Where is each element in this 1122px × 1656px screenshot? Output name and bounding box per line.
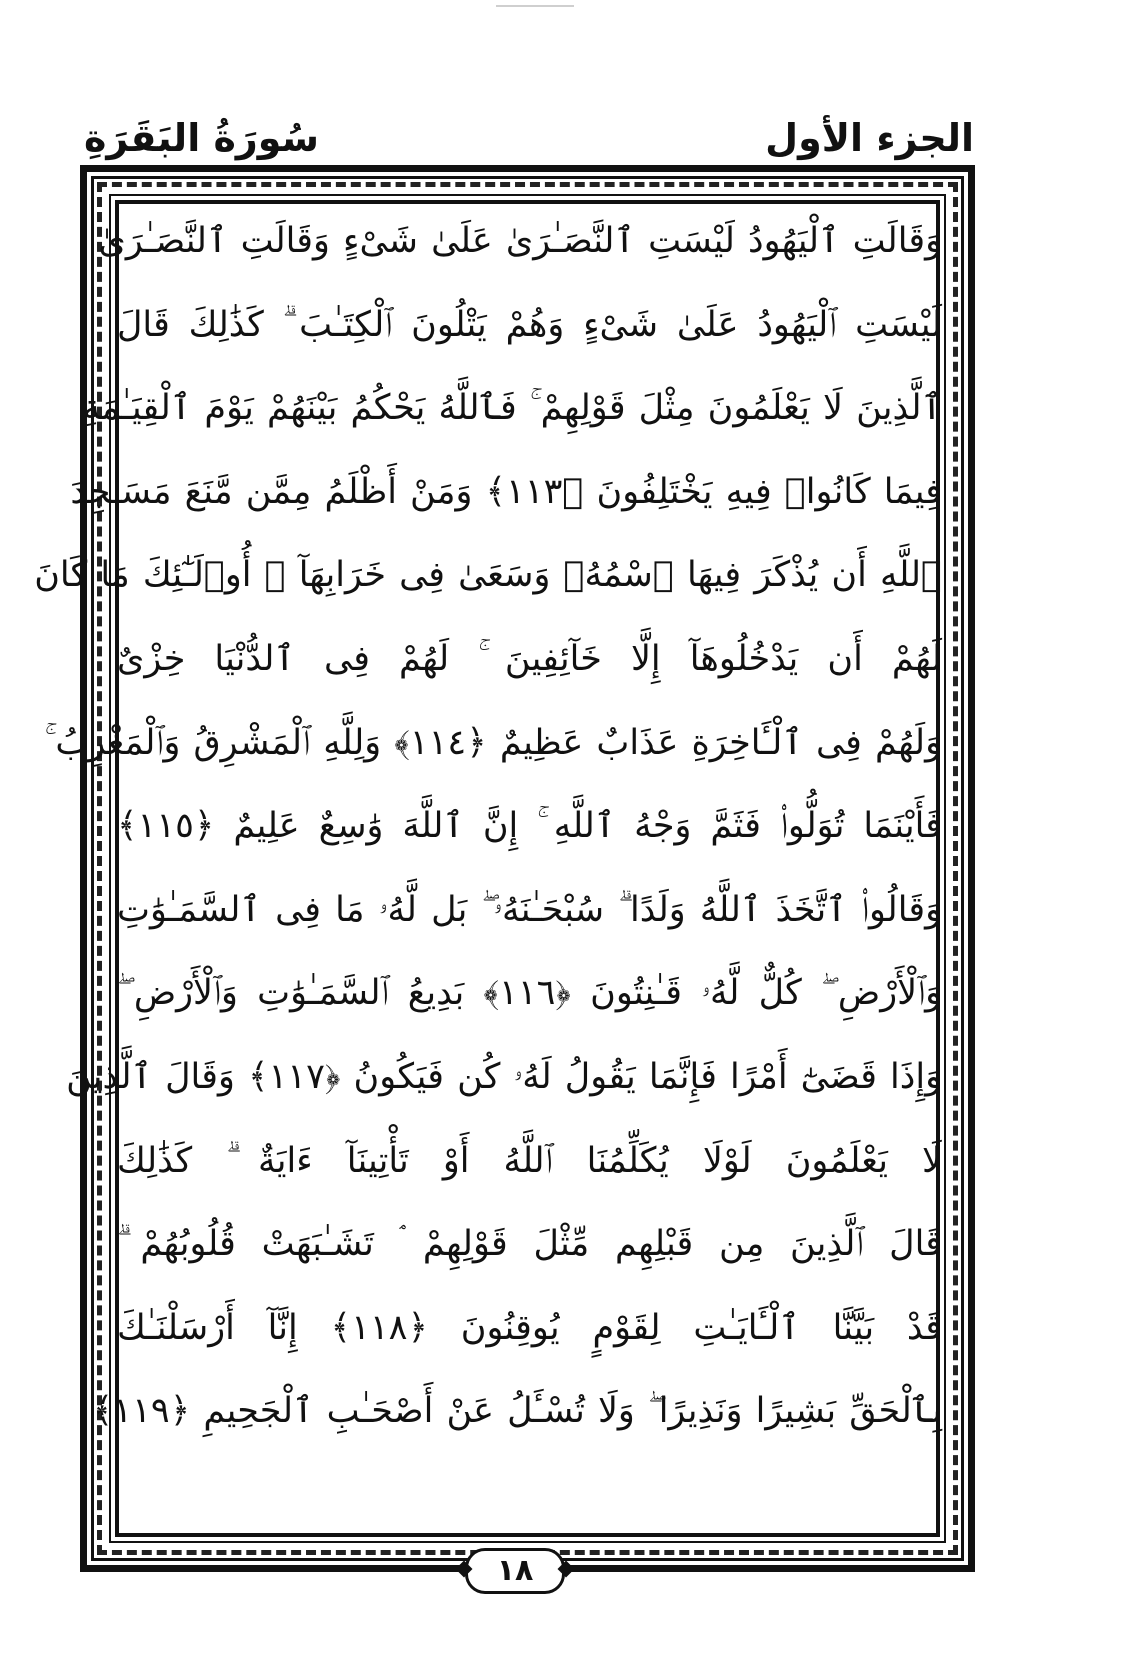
text-line: بِٱلْحَقِّ بَشِيرًا وَنَذِيرًا ۖ وَلَا تُسْـَٔلُ عَنْ أَصْحَـٰبِ ٱلْجَحِيمِ ﴿١١٩﴾ [92,1391,942,1432]
page-header [84,112,974,172]
page-number: ١٨ [465,1548,565,1594]
text-line: لَيْسَتِ ٱلْيَهُودُ عَلَىٰ شَىْءٍ وَهُمْ يَتْلُونَ ٱلْكِتَـٰبَ ۗ كَذَٰلِكَ قَالَ [117,304,942,345]
text-line: قَدْ بَيَّنَّا ٱلْـَٔايَـٰتِ لِقَوْمٍ يُوقِنُونَ ﴿١١٨﴾ إِنَّآ أَرْسَلْنَـٰكَ [117,1307,942,1348]
juz-title: الجزء الأول [765,116,974,160]
text-line: قَالَ ٱلَّذِينَ مِن قَبْلِهِم مِّثْلَ قَوْلِهِمْ ۘ تَشَـٰبَهَتْ قُلُوبُهُمْ ۗ [117,1224,942,1265]
text-line: فَأَيْنَمَا تُوَلُّوا۟ فَثَمَّ وَجْهُ ٱللَّهِ ۚ إِنَّ ٱللَّهَ وَٰسِعٌ عَلِيمٌ ﴿١١٥﴾ [117,806,942,847]
surah-title: سُورَةُ البَقَرَةِ [84,116,319,160]
text-line: وَقَالُوا۟ ٱتَّخَذَ ٱللَّهُ وَلَدًا ۗ سُبْحَـٰنَهُۥ ۖ بَل لَّهُۥ مَا فِى ٱلسَّمَـٰوَٰتِ [117,889,942,930]
text-line: وَقَالَتِ ٱلْيَهُودُ لَيْسَتِ ٱلنَّصَـٰرَىٰ عَلَىٰ شَىْءٍ وَقَالَتِ ٱلنَّصَـٰرَىٰ [98,221,942,261]
top-rule [496,5,574,7]
text-line: وَإِذَا قَضَىٰٓ أَمْرًا فَإِنَّمَا يَقُولُ لَهُۥ كُن فَيَكُونُ ﴿١١٧﴾ وَقَالَ ٱلَّذِينَ [66,1056,942,1097]
text-line: ٱللَّهِ أَن يُذْكَرَ فِيهَا ٱسْمُهُۥ وَسَعَىٰ فِى خَرَابِهَآ ۚ أُو۟لَـٰٓئِكَ مَا كَانَ [34,555,942,596]
text-line: ٱلَّذِينَ لَا يَعْلَمُونَ مِثْلَ قَوْلِهِمْ ۚ فَٱللَّهُ يَحْكُمُ بَيْنَهُمْ يَوْمَ ٱلْقِيَـٰمَةِ [82,388,942,429]
text-line: لَهُمْ أَن يَدْخُلُوهَآ إِلَّا خَآئِفِينَ ۚ لَهُمْ فِى ٱلدُّنْيَا خِزْىٌ [117,638,942,679]
quran-text-block [34,200,942,1540]
text-line: لَا يَعْلَمُونَ لَوْلَا يُكَلِّمُنَا ٱللَّهُ أَوْ تَأْتِينَآ ءَايَةٌ ۗ كَذَٰلِكَ [117,1140,942,1181]
text-line: فِيمَا كَانُوا۟ فِيهِ يَخْتَلِفُونَ ﴿١١٣﴾ وَمَنْ أَظْلَمُ مِمَّن مَّنَعَ مَسَـٰجِدَ [70,471,942,512]
text-line: وَلَهُمْ فِى ٱلْـَٔاخِرَةِ عَذَابٌ عَظِيمٌ ﴿١١٤﴾ وَلِلَّهِ ٱلْمَشْرِقُ وَٱلْمَغْرِبُ ۚ [44,722,942,763]
text-line: وَٱلْأَرْضِ ۖ كُلٌّ لَّهُۥ قَـٰنِتُونَ ﴿١١٦﴾ بَدِيعُ ٱلسَّمَـٰوَٰتِ وَٱلْأَرْضِ ۖ [117,973,942,1014]
